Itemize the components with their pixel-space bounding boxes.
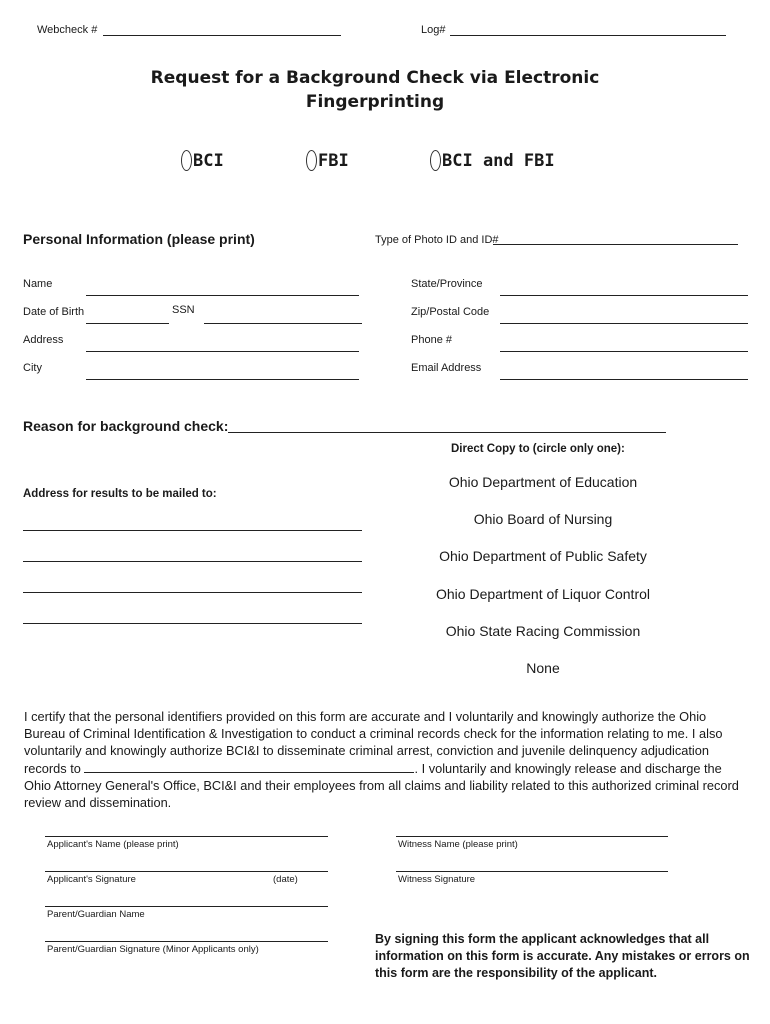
- city-label: City: [23, 362, 42, 374]
- ssn-label: SSN: [172, 304, 195, 316]
- option-bci-and-fbi[interactable]: [430, 150, 555, 171]
- zip-label: Zip/Postal Code: [411, 306, 490, 318]
- guardian-name-line[interactable]: [45, 906, 328, 907]
- guardian-name-label: Parent/Guardian Name: [47, 909, 145, 920]
- name-label: Name: [23, 278, 53, 290]
- mailing-address-line[interactable]: [23, 592, 362, 593]
- dob-label: Date of Birth: [23, 306, 85, 318]
- city-field[interactable]: [86, 379, 359, 380]
- form-title-line2: Fingerprinting: [305, 92, 445, 112]
- agency-option[interactable]: Ohio Department of Education: [448, 474, 638, 490]
- form-title: [120, 66, 630, 114]
- agency-option[interactable]: Ohio Department of Public Safety: [439, 548, 647, 564]
- dob-field[interactable]: [86, 323, 169, 324]
- zip-field[interactable]: [500, 323, 748, 324]
- reason-heading: Reason for background check:: [23, 418, 229, 434]
- agency-option[interactable]: None: [526, 660, 560, 676]
- witness-signature-line[interactable]: [396, 871, 668, 872]
- certification-part2: . I voluntarily and knowingly release and discharge the Ohio Attorney General's Office, BCI&I and their employees from all claims and liability related to this authorized criminal record review and dissemination.: [24, 760, 739, 811]
- photo-id-field[interactable]: [493, 244, 738, 245]
- agency-option[interactable]: Ohio State Racing Commission: [445, 623, 641, 639]
- radio-oval[interactable]: [306, 150, 317, 171]
- guardian-signature-line[interactable]: [45, 941, 328, 942]
- applicant-name-label: Applicant's Name (please print): [47, 839, 179, 850]
- form-title-line1: Request for a Background Check via Electronic: [150, 68, 600, 88]
- mailing-address-label: Address for results to be mailed to:: [23, 488, 217, 500]
- agency-option[interactable]: Ohio Board of Nursing: [473, 511, 613, 527]
- email-label: Email Address: [411, 362, 482, 374]
- name-field[interactable]: [86, 295, 359, 296]
- applicant-signature-line[interactable]: [45, 871, 328, 872]
- state-field[interactable]: [500, 295, 748, 296]
- certification-part1: I certify that the personal identifiers provided on this form are accurate and I voluntarily and knowingly authorize the Ohio Bureau of Criminal Identification & Investigation to conduct a criminal records check for the information relating to me. I also voluntarily and knowingly authorize BCI&I to disseminate criminal arrest, conviction and juvenile delinquency adjudication records to: [24, 709, 723, 776]
- applicant-name-line[interactable]: [45, 836, 328, 837]
- personal-info-heading: Personal Information (please print): [23, 231, 255, 247]
- witness-signature-label: Witness Signature: [398, 874, 476, 885]
- address-field[interactable]: [86, 351, 359, 352]
- phone-label: Phone #: [411, 334, 452, 346]
- date-label: (date): [273, 874, 298, 885]
- webcheck-label: Webcheck #: [37, 24, 98, 36]
- mailing-address-line[interactable]: [23, 623, 362, 624]
- radio-oval[interactable]: [181, 150, 192, 171]
- ssn-field[interactable]: [204, 323, 362, 324]
- email-field[interactable]: [500, 379, 748, 380]
- mailing-address-line[interactable]: [23, 561, 362, 562]
- option-bci-and-fbi-label: BCI and FBI: [442, 150, 555, 171]
- webcheck-field[interactable]: [103, 35, 341, 36]
- records-recipient-field[interactable]: [84, 761, 414, 773]
- address-label: Address: [23, 334, 64, 346]
- certification-text: [24, 708, 746, 811]
- witness-name-label: Witness Name (please print): [398, 839, 518, 850]
- reason-field[interactable]: [228, 432, 666, 433]
- log-field[interactable]: [450, 35, 726, 36]
- state-label: State/Province: [411, 278, 483, 290]
- option-fbi[interactable]: [306, 150, 349, 171]
- option-fbi-label: FBI: [318, 150, 349, 171]
- option-bci[interactable]: [181, 150, 224, 171]
- applicant-signature-label: Applicant's Signature: [47, 874, 136, 885]
- radio-oval[interactable]: [430, 150, 441, 171]
- log-label: Log#: [421, 24, 446, 36]
- agency-option[interactable]: Ohio Department of Liquor Control: [436, 586, 650, 602]
- witness-name-line[interactable]: [396, 836, 668, 837]
- photo-id-label: Type of Photo ID and ID#: [375, 234, 499, 246]
- phone-field[interactable]: [500, 351, 748, 352]
- acknowledgement-notice: By signing this form the applicant acknowledges that all information on this form is accurate. Any mistakes or errors on this form are the responsibility of the applicant.: [375, 932, 750, 980]
- guardian-signature-label: Parent/Guardian Signature (Minor Applicants only): [47, 944, 259, 955]
- direct-copy-heading: Direct Copy to (circle only one):: [451, 443, 625, 455]
- option-bci-label: BCI: [193, 150, 224, 171]
- mailing-address-line[interactable]: [23, 530, 362, 531]
